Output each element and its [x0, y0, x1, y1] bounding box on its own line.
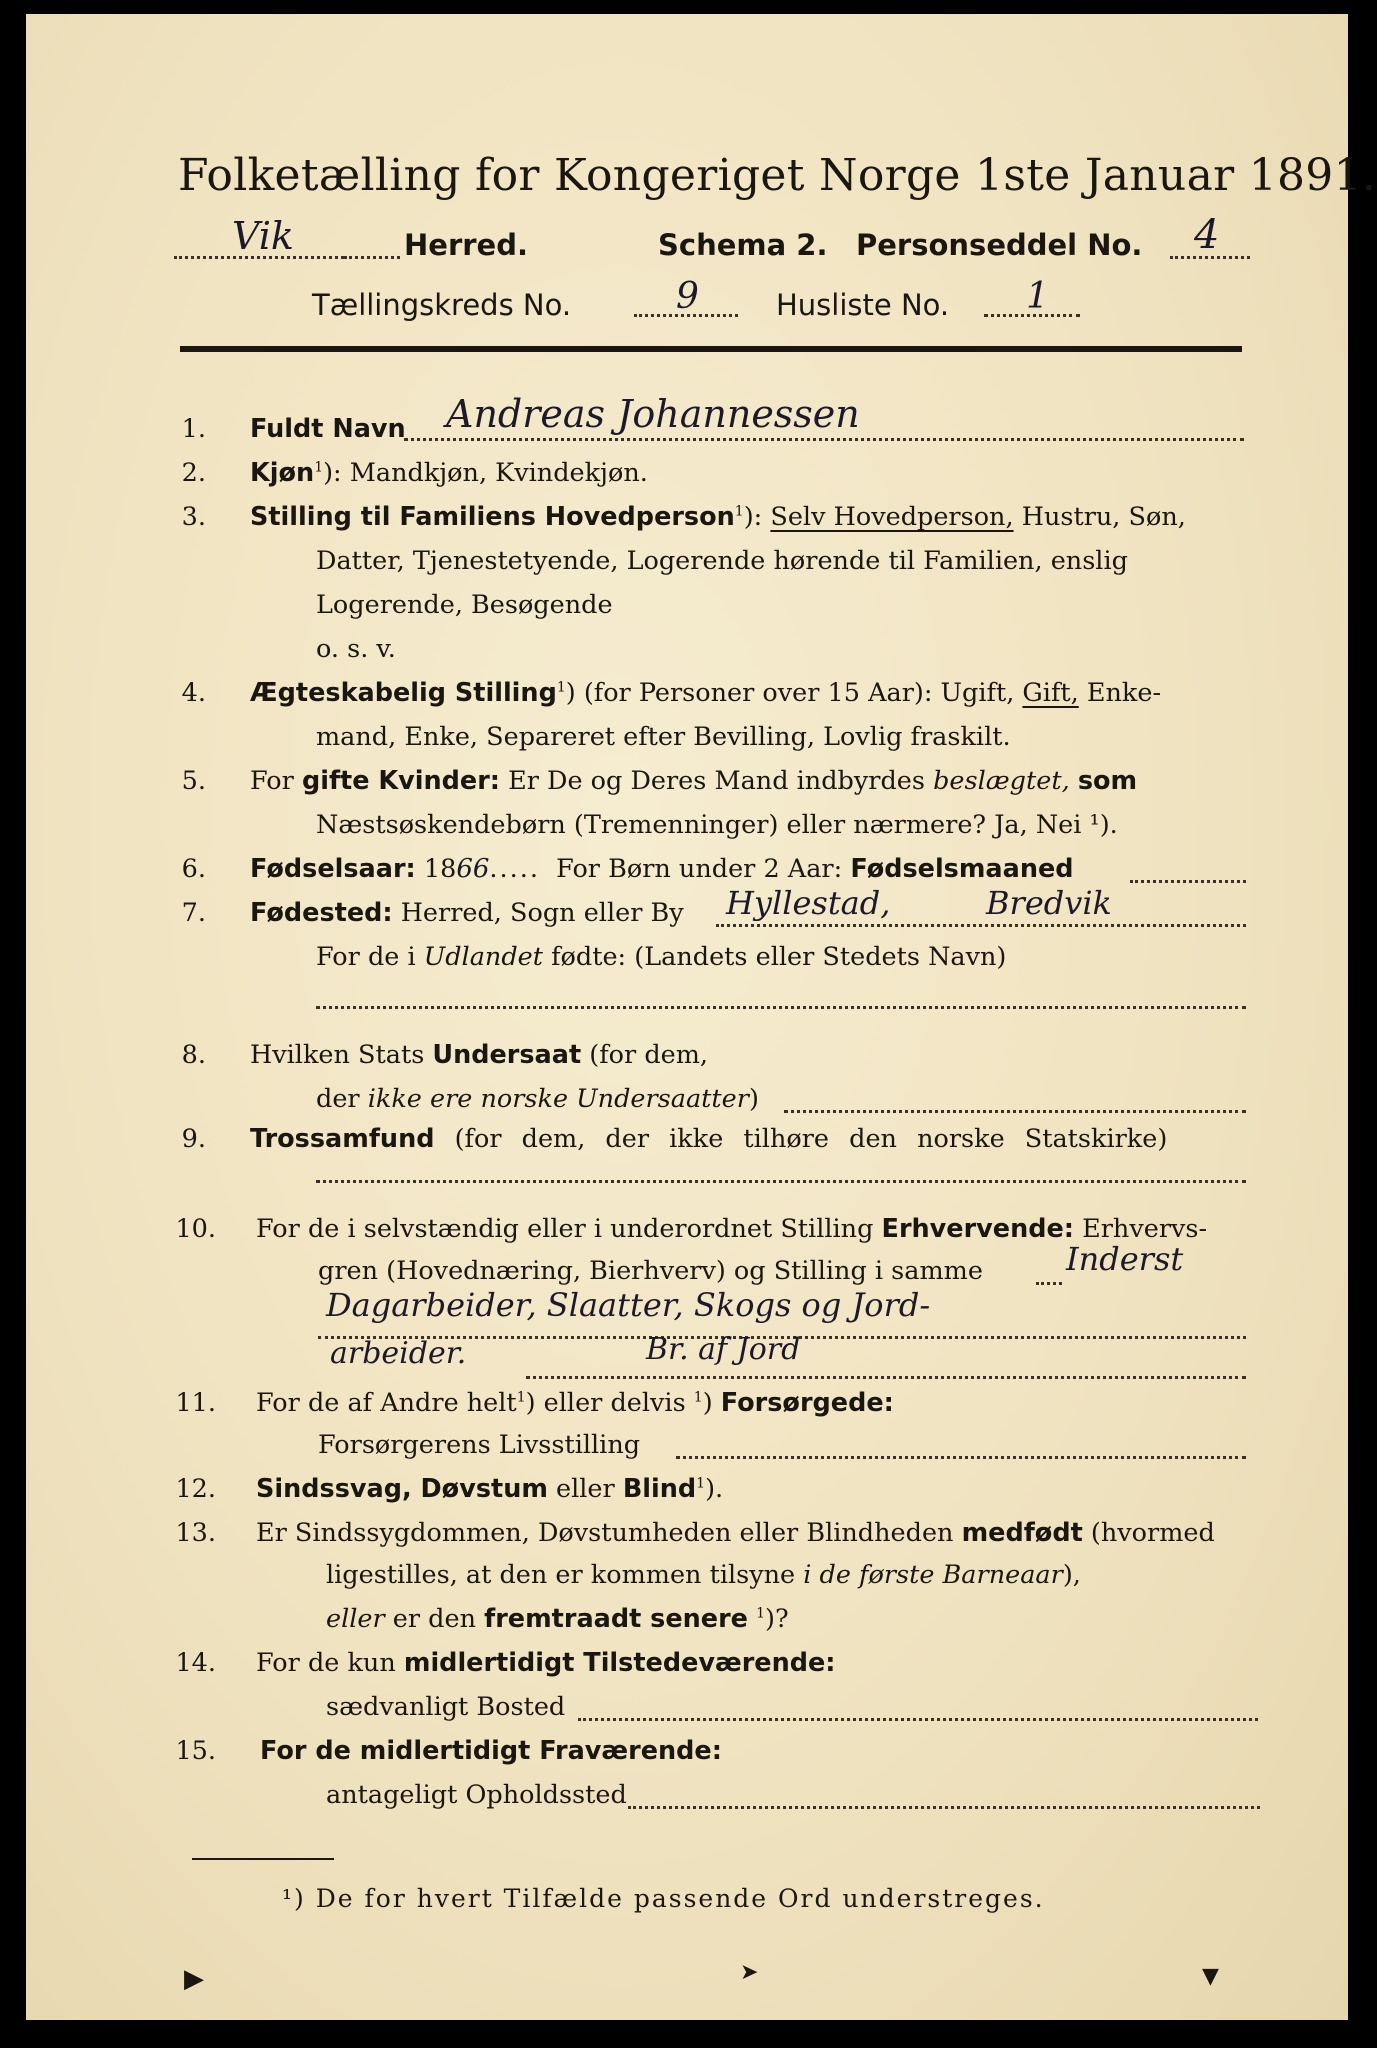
q6-value: 66: [456, 854, 490, 884]
q3-number: 3.: [181, 502, 206, 532]
q13-line3c: fremtraadt senere: [484, 1604, 748, 1634]
q4-selected: Gift,: [1022, 678, 1079, 708]
q3-rest: Hustru, Søn,: [1021, 502, 1186, 532]
q14-text1: For de kun: [256, 1648, 396, 1678]
husliste-label: Husliste No.: [776, 288, 950, 322]
q11-label: Forsørgede:: [720, 1388, 894, 1418]
q10-value3: arbeider.: [330, 1336, 467, 1371]
q8-line1: [250, 1040, 708, 1070]
q8-label: Undersaat: [432, 1040, 582, 1070]
q14-dots: [578, 1718, 1258, 1721]
q14-label: midlertidigt Tilstedeværende:: [403, 1648, 836, 1678]
footnote-text: De for hvert Tilfælde passende Ord understreges.: [315, 1884, 1045, 1913]
q3-sup: 1: [734, 503, 744, 520]
q14-line1: [256, 1648, 836, 1678]
q8-line2: [316, 1084, 759, 1114]
q4-text2: Enke-: [1086, 678, 1162, 708]
q8-text2: (for dem,: [589, 1040, 709, 1070]
q3-label: Stilling til Familiens Hovedperson: [250, 502, 735, 532]
q13-number: 13.: [175, 1518, 216, 1548]
q4-number: 4.: [181, 678, 206, 708]
q10-text2: Erhvervs-: [1082, 1214, 1208, 1244]
form-title: Folketælling for Kongeriget Norge 1ste Januar 1891.: [178, 150, 1377, 201]
q5-italic: beslægtet,: [933, 766, 1070, 796]
q7-line2: [316, 942, 1006, 972]
q11-number: 11.: [175, 1388, 216, 1418]
herred-value: Vik: [232, 214, 294, 258]
q13-line2: [326, 1560, 1081, 1590]
arrow-mark-icon: ➤: [740, 1960, 759, 1985]
q13-line3: eller er den fremtraadt senere $^1$)?: [326, 1604, 789, 1634]
q7-label: Fødested:: [250, 898, 393, 928]
q13-line3a: eller: [326, 1604, 385, 1634]
q4-text1: ) (for Personer over 15 Aar): Ugift,: [565, 678, 1015, 708]
q7-dots-2: [316, 1006, 1246, 1009]
q7-line2b: Udlandet: [423, 942, 543, 972]
q11-text3: ): [702, 1388, 713, 1418]
q3-line2: Datter, Tjenestetyende, Logerende hørende til Familien, enslig: [316, 546, 1128, 576]
q2-label: Kjøn: [250, 458, 315, 488]
q1-value: Andreas Johannessen: [446, 392, 860, 436]
q10-text1: For de i selvstændig eller i underordnet Stilling: [256, 1214, 874, 1244]
q10-dots-3: [526, 1376, 1246, 1379]
q1-number: 1.: [181, 414, 206, 444]
q5-text1: For: [250, 766, 294, 796]
q6-dots: [1130, 880, 1246, 883]
q6-line: Fødselsaar: 1866..... For Børn under 2 Aar: Fødselsmaaned: [250, 854, 1074, 884]
q10-number: 10.: [175, 1214, 216, 1244]
q9-dots: [316, 1180, 1246, 1183]
personseddel-label: Personseddel No.: [856, 228, 1143, 262]
q11-line1: For de af Andre helt$^1$) eller delvis $^1$) Forsørgede:: [256, 1388, 894, 1418]
q12-number: 12.: [175, 1474, 216, 1504]
q5-line2: Næstsøskendebørn (Tremenninger) eller nærmere? Ja, Nei ¹).: [316, 810, 1118, 840]
q7-number: 7.: [181, 898, 206, 928]
q8-dots: [784, 1110, 1246, 1113]
q12-label: Sindssvag, Døvstum: [256, 1474, 548, 1504]
q5-number: 5.: [181, 766, 206, 796]
q13-label: medfødt: [961, 1518, 1083, 1548]
q12-label2: Blind: [622, 1474, 697, 1504]
q5-line1: [250, 766, 1137, 796]
q10-dots-1: [1036, 1282, 1062, 1285]
q7-line2c: fødte: (Landets eller Stedets Navn): [551, 942, 1007, 972]
q7-dots: [716, 924, 1246, 927]
taellingskreds-label: Tællingskreds No.: [312, 288, 572, 322]
census-form: [26, 14, 1377, 2020]
arrow-mark-icon: ▶: [184, 1964, 204, 1994]
q2-number: 2.: [181, 458, 206, 488]
q9-line: [250, 1124, 1167, 1154]
q7-line1: [250, 898, 684, 928]
herred-label: Herred.: [404, 228, 528, 262]
q12-text2: ).: [705, 1474, 724, 1504]
header-rule: [180, 346, 1242, 352]
q2-text: ): Mandkjøn, Kvindekjøn.: [323, 458, 648, 488]
q1-dots: [404, 438, 1244, 441]
q15-dots: [628, 1806, 1260, 1809]
q13-line2c: ),: [1062, 1560, 1081, 1590]
q11-line2: Forsørgerens Livsstilling: [318, 1430, 641, 1460]
q9-text: (for dem, der ikke tilhøre den norske Statskirke): [454, 1124, 1168, 1154]
q10-line2: gren (Hovednæring, Bierhverv) og Stilling i samme: [318, 1256, 983, 1286]
q13-line2a: ligestilles, at den er kommen tilsyne: [326, 1560, 796, 1590]
q8-line2b: ikke ere norske Undersaatter: [367, 1084, 749, 1114]
q7-value2: Bredvik: [986, 884, 1112, 922]
q1-label: Fuldt Navn: [250, 414, 406, 444]
q7-line2a: For de i: [316, 942, 416, 972]
q15-number: 15.: [175, 1736, 216, 1766]
q10-value4: Br. af Jord: [646, 1332, 801, 1367]
q4-line1: [250, 678, 1161, 708]
husliste-value: 1: [1026, 276, 1049, 317]
q6-number: 6.: [181, 854, 206, 884]
footnote-rule: [192, 1858, 334, 1860]
footnote: [282, 1884, 1045, 1913]
q13-text2: (hvormed: [1090, 1518, 1215, 1548]
taellingskreds-value: 9: [676, 276, 699, 317]
arrow-mark-icon: ▼: [1202, 1964, 1219, 1989]
q11-text1: For de af Andre helt: [256, 1388, 517, 1418]
q10-label: Erhvervende:: [881, 1214, 1074, 1244]
personseddel-value: 4: [1194, 212, 1220, 258]
q10-value1: Inderst: [1066, 1240, 1184, 1278]
q11-dots: [676, 1456, 1246, 1459]
q4-label: Ægteskabelig Stilling: [250, 678, 557, 708]
q7-text: Herred, Sogn eller By: [400, 898, 684, 928]
q9-number: 9.: [181, 1124, 206, 1154]
q3-line3: Logerende, Besøgende: [316, 590, 613, 620]
q3-selected: Selv Hovedperson,: [770, 502, 1014, 532]
q13-text1: Er Sindssygdommen, Døvstumheden eller Blindheden: [256, 1518, 954, 1548]
q11-text2: ) eller delvis: [525, 1388, 686, 1418]
q6-label: Fødselsaar:: [250, 854, 416, 884]
q3-line1: Stilling til Familiens Hovedperson$^1$): Selv Hovedperson, Hustru, Søn,: [250, 502, 1186, 532]
q12-line: Sindssvag, Døvstum eller Blind$^1$).: [256, 1474, 724, 1504]
q10-value2: Dagarbeider, Slaatter, Skogs og Jord-: [326, 1286, 931, 1324]
footnote-mark: ¹): [282, 1884, 306, 1913]
q5-text3: som: [1077, 766, 1138, 796]
q15-line2: antageligt Opholdssted: [326, 1780, 627, 1810]
q8-line2a: der: [316, 1084, 360, 1114]
q14-line2: sædvanligt Bosted: [326, 1692, 566, 1722]
q13-line3b: er den: [392, 1604, 477, 1634]
q2-sup: 1: [314, 459, 324, 476]
q8-line2c: ): [748, 1084, 759, 1114]
schema-label: Schema 2.: [658, 228, 828, 262]
q13-line3d: )?: [765, 1604, 789, 1634]
q6-text: 18: [423, 854, 457, 884]
q8-number: 8.: [181, 1040, 206, 1070]
q5-text2: Er De og Deres Mand indbyrdes: [508, 766, 925, 796]
q13-line1: [256, 1518, 1215, 1548]
q14-number: 14.: [175, 1648, 216, 1678]
q12-text: eller: [556, 1474, 615, 1504]
q15-label: For de midlertidigt Fraværende:: [260, 1736, 722, 1766]
q8-text1: Hvilken Stats: [250, 1040, 425, 1070]
q13-line2b: i de første Barneaar: [803, 1560, 1063, 1590]
q4-sup: 1: [556, 679, 566, 696]
q2-line: [250, 458, 648, 488]
q10-line1: [256, 1214, 1207, 1244]
q7-value1: Hyllestad,: [726, 884, 891, 922]
q4-line2: mand, Enke, Separeret efter Bevilling, Lovlig fraskilt.: [316, 722, 1011, 752]
q5-label: gifte Kvinder:: [301, 766, 501, 796]
q3-line4: o. s. v.: [316, 634, 396, 664]
q6-label2: Fødselsmaaned: [850, 854, 1074, 884]
q9-label: Trossamfund: [250, 1124, 435, 1154]
q6-text2: For Børn under 2 Aar:: [556, 854, 843, 884]
herred-dots-2: [344, 256, 400, 259]
